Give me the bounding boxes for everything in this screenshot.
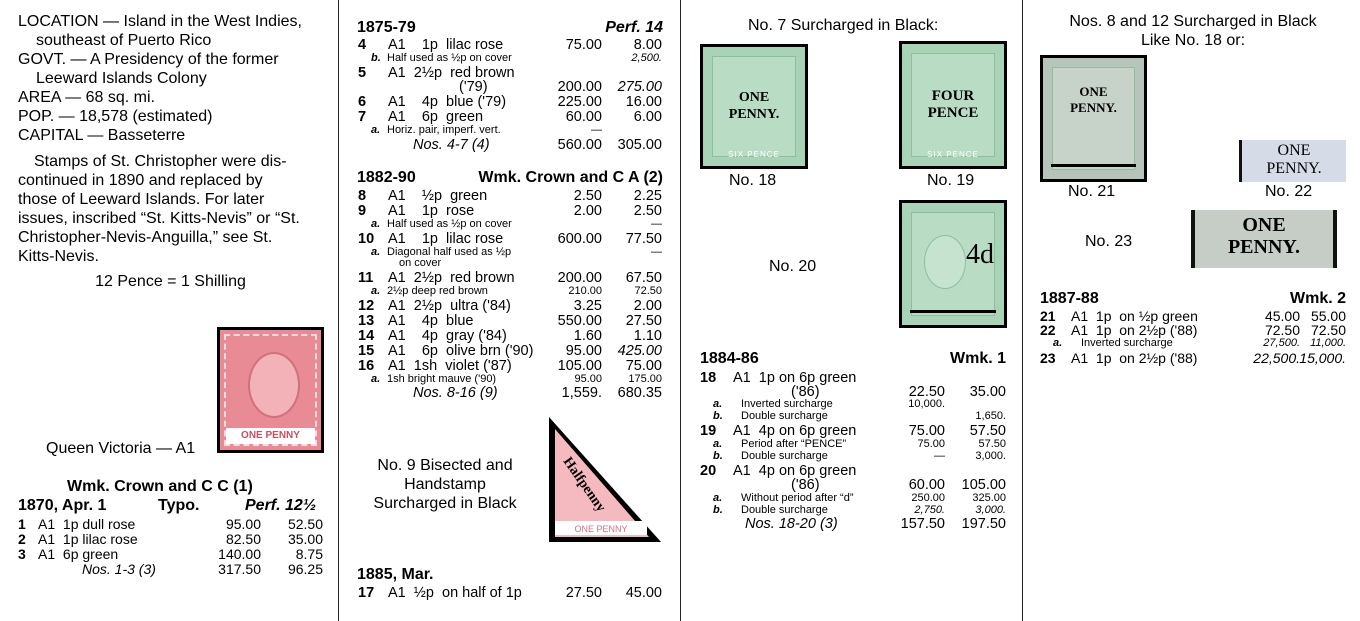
unused-value: 22,500. xyxy=(1253,350,1300,366)
catalog-number: 6 xyxy=(358,94,367,110)
stamp-no-21-image xyxy=(1040,55,1147,182)
unused-value: 250.00 xyxy=(911,492,945,504)
stamp-no-22-image xyxy=(1239,140,1346,182)
section-watermark: Wmk. 2 xyxy=(1289,290,1346,307)
paragraph-line: Stamps of St. Christopher were dis- xyxy=(34,153,287,170)
unused-value: 45.00 xyxy=(1264,308,1300,324)
catalog-description: A1 2½p red brown xyxy=(388,65,515,81)
stamp-no-19-image xyxy=(899,41,1007,169)
title-line: Nos. 8 and 12 Surcharged in Black xyxy=(1069,13,1317,30)
variety-row xyxy=(339,286,680,297)
variety-row xyxy=(681,399,1022,410)
capital-line: CAPITAL — Basseterre xyxy=(18,127,186,144)
used-value: 52.50 xyxy=(287,516,323,532)
title-line: Like No. 18 or: xyxy=(1140,32,1246,49)
catalog-row xyxy=(339,299,680,314)
catalog-number: 5 xyxy=(358,65,367,81)
used-value: 72.50 xyxy=(634,285,662,297)
catalog-number: 8 xyxy=(358,188,367,204)
catalog-number: 21 xyxy=(1040,308,1056,324)
variety-row xyxy=(681,493,1022,504)
unused-value: 60.00 xyxy=(908,477,945,493)
variety-description: Horiz. pair, imperf. vert. xyxy=(387,124,501,136)
stamp-no-18-image xyxy=(700,44,808,169)
variety-letter: b. xyxy=(713,410,723,422)
unused-value: 200.00 xyxy=(557,270,602,286)
catalog-description: A1 4p blue xyxy=(388,313,474,329)
catalog-number: 11 xyxy=(358,270,374,286)
bisect-overprint: Halfpenny xyxy=(559,454,609,515)
caption-line: Handstamp xyxy=(404,476,486,493)
surcharge-text: FOUR xyxy=(931,88,975,104)
catalog-description: A1 1p on ½p green xyxy=(1071,308,1198,324)
catalog-description: A1 1p lilac rose xyxy=(388,37,504,53)
used-value: 55.00 xyxy=(1310,308,1346,324)
unused-value: 75.00 xyxy=(565,37,602,53)
variety-letter: a. xyxy=(1053,337,1063,349)
used-value: 11,000. xyxy=(1310,337,1346,349)
variety-description: Inverted surcharge xyxy=(741,398,833,410)
section-year: 1882-90 xyxy=(357,169,416,186)
catalog-description: A1 1p on 2½p ('88) xyxy=(1071,322,1198,338)
unused-value: 550.00 xyxy=(557,313,602,329)
catalog-number: 13 xyxy=(358,313,375,329)
stamp-label: ONE PENNY xyxy=(226,428,315,444)
variety-letter: a. xyxy=(713,492,723,504)
variety-row xyxy=(681,505,1022,516)
watermark-heading: Wmk. Crown and C C (1) xyxy=(67,478,253,495)
catalog-description: A1 2½p ultra ('84) xyxy=(388,298,511,314)
govt-line: GOVT. — A Presidency of the former xyxy=(18,51,279,68)
used-value: 2,500. xyxy=(631,52,662,64)
catalog-number: 14 xyxy=(358,328,375,344)
used-value: 1,650. xyxy=(975,410,1006,422)
catalog-description: A1 1sh violet ('87) xyxy=(388,358,512,374)
surcharge-text: ONE xyxy=(1079,84,1108,99)
surcharge-text: PENNY. xyxy=(1227,236,1301,258)
used-value: 57.50 xyxy=(969,423,1006,439)
unused-value: 95.00 xyxy=(574,373,602,385)
variety-letter: a. xyxy=(713,438,723,450)
catalog-number: 7 xyxy=(358,109,367,125)
unused-value: — xyxy=(591,124,602,136)
used-value: 75.00 xyxy=(625,358,662,374)
variety-description: Double surcharge xyxy=(741,504,828,516)
section-year: 1884-86 xyxy=(700,350,759,367)
catalog-number: 15 xyxy=(358,343,375,359)
total-label: Nos. 4-7 (4) xyxy=(413,137,490,153)
unused-value: — xyxy=(934,450,945,462)
unused-value: 75.00 xyxy=(917,438,945,450)
column-4 xyxy=(1023,0,1360,621)
catalog-row xyxy=(0,547,338,562)
used-value: 325.00 xyxy=(972,492,1006,504)
used-value: — xyxy=(651,218,662,230)
unused-value: 225.00 xyxy=(557,94,602,110)
bisect-caption xyxy=(361,456,529,513)
unused-value: 95.00 xyxy=(225,516,261,532)
bisected-stamp-image xyxy=(545,413,665,546)
unused-value: 22.50 xyxy=(908,384,945,400)
variety-letter: a. xyxy=(371,246,381,258)
used-value: — xyxy=(651,246,662,258)
section-date: 1885, Mar. xyxy=(357,566,434,583)
issue-method: Typo. xyxy=(158,497,200,514)
unused-value: 2,750. xyxy=(914,504,945,516)
used-value: 77.50 xyxy=(625,231,662,247)
stamp-caption: Queen Victoria — A1 xyxy=(46,440,196,457)
unused-value: 75.00 xyxy=(908,423,945,439)
unused-value: 140.00 xyxy=(218,546,261,562)
unused-value: 10,000. xyxy=(908,398,945,410)
surcharge-text: ONE xyxy=(1242,214,1286,236)
used-value: 680.35 xyxy=(617,385,662,401)
govt-line: Leeward Islands Colony xyxy=(36,70,207,87)
surcharge-text: PENNY. xyxy=(1070,100,1117,115)
stamp-no-20-image xyxy=(899,200,1007,328)
used-value: 27.50 xyxy=(625,313,662,329)
currency-note: 12 Pence = 1 Shilling xyxy=(95,273,246,290)
unused-value: 27,500. xyxy=(1263,337,1300,349)
stamp-caption: No. 19 xyxy=(927,172,975,189)
used-value: 35.00 xyxy=(969,384,1006,400)
variety-row xyxy=(339,125,680,136)
unused-value: 200.00 xyxy=(557,79,602,95)
unused-value: 2.00 xyxy=(573,203,602,219)
surcharge-text: PENCE xyxy=(927,105,979,121)
surcharge-text: 4d xyxy=(966,239,994,270)
catalog-number: 17 xyxy=(358,585,375,601)
used-value: 45.00 xyxy=(625,585,662,601)
unused-value: 60.00 xyxy=(565,109,602,125)
used-value: 8.75 xyxy=(295,546,323,562)
variety-row xyxy=(681,439,1022,450)
total-label: Nos. 8-16 (9) xyxy=(413,385,498,401)
paragraph-line: Christopher-Nevis-Anguilla,” see St. xyxy=(18,229,273,246)
issue-date: 1870, Apr. 1 xyxy=(18,497,107,514)
variety-row xyxy=(681,411,1022,422)
variety-letter: b. xyxy=(371,52,381,64)
unused-value: 157.50 xyxy=(900,516,945,532)
unused-value: 72.50 xyxy=(1264,322,1300,338)
variety-letter: a. xyxy=(371,124,381,136)
variety-letter: a. xyxy=(371,285,381,297)
catalog-description: A1 1p lilac rose xyxy=(38,531,138,547)
caption-line: No. 9 Bisected and xyxy=(377,457,513,474)
area-line: AREA — 68 sq. mi. xyxy=(18,89,155,106)
catalog-number: 16 xyxy=(358,358,375,374)
paragraph-line: Kitts-Nevis. xyxy=(18,248,99,265)
used-value: 57.50 xyxy=(978,438,1006,450)
used-value: 3,000. xyxy=(975,450,1006,462)
catalog-description: A1 4p gray ('84) xyxy=(388,328,507,344)
catalog-number: 10 xyxy=(358,231,375,247)
unused-value: 210.00 xyxy=(568,285,602,297)
catalog-number: 9 xyxy=(358,203,367,219)
column-3 xyxy=(681,0,1022,621)
variety-row xyxy=(339,219,680,230)
variety-description: Inverted surcharge xyxy=(1081,337,1173,349)
unused-value: 95.00 xyxy=(565,343,602,359)
surcharge-text: ONE xyxy=(738,90,770,105)
catalog-number: 23 xyxy=(1040,350,1056,366)
used-value: 1.10 xyxy=(633,328,662,344)
variety-letter: b. xyxy=(713,450,723,462)
variety-row xyxy=(681,451,1022,462)
catalog-number: 18 xyxy=(700,370,717,386)
unused-value: 560.00 xyxy=(557,137,602,153)
catalog-number: 3 xyxy=(18,546,26,562)
used-value: 2.50 xyxy=(633,203,662,219)
issue-perf: Perf. 12½ xyxy=(245,497,317,514)
catalog-number: 1 xyxy=(18,516,26,532)
stamp-caption: No. 21 xyxy=(1068,183,1116,200)
section-title: No. 7 Surcharged in Black: xyxy=(748,17,939,34)
used-value: 275.00 xyxy=(617,79,662,95)
catalog-number: 19 xyxy=(700,423,717,439)
column-2 xyxy=(339,0,680,621)
stamp-label: SIX PENCE xyxy=(728,150,780,159)
catalog-description: A1 4p on 6p green xyxy=(733,423,857,439)
catalog-row xyxy=(339,204,680,219)
stamp-caption: No. 22 xyxy=(1265,183,1313,200)
unused-value: 2.50 xyxy=(573,188,602,204)
variety-description-cont: on cover xyxy=(399,257,442,269)
catalog-description: A1 4p blue ('79) xyxy=(388,94,507,110)
catalog-description: A1 2½p red brown xyxy=(388,270,515,286)
variety-description: Without period after “d” xyxy=(741,492,854,504)
history-paragraph xyxy=(18,152,323,266)
stamp-caption: No. 23 xyxy=(1085,233,1133,250)
section-watermark: Wmk. 1 xyxy=(949,350,1006,367)
variety-description: Period after “PENCE” xyxy=(741,438,847,450)
catalog-number: 12 xyxy=(358,298,375,314)
variety-description: 1sh bright mauve ('90) xyxy=(387,373,497,385)
used-value: 15,000. xyxy=(1299,350,1346,366)
used-value: 197.50 xyxy=(961,516,1006,532)
column-1 xyxy=(0,0,338,621)
variety-description: Diagonal half used as ½p xyxy=(387,246,512,258)
unused-value: 317.50 xyxy=(218,561,261,577)
catalog-description: A1 6p green xyxy=(388,109,484,125)
used-value: 35.00 xyxy=(287,531,323,547)
catalog-row xyxy=(1023,323,1360,338)
bisect-label: ONE PENNY xyxy=(574,524,628,534)
catalog-number: 4 xyxy=(358,37,367,53)
variety-description: Double surcharge xyxy=(741,410,828,422)
section-perf: Perf. 14 xyxy=(605,19,663,36)
catalog-description-cont: ('86) xyxy=(791,477,820,493)
population-line: POP. — 18,578 (estimated) xyxy=(18,108,213,125)
surcharge-text: ONE xyxy=(1277,142,1311,159)
catalog-description: A1 1p rose xyxy=(388,203,475,219)
catalog-row xyxy=(339,329,680,344)
paragraph-line: continued in 1890 and replaced by xyxy=(18,172,263,189)
catalog-number: 22 xyxy=(1040,322,1056,338)
used-value: 67.50 xyxy=(625,270,662,286)
caption-line: Surcharged in Black xyxy=(373,495,517,512)
section-year: 1887-88 xyxy=(1040,290,1099,307)
unused-value: 1.60 xyxy=(573,328,602,344)
catalog-number: 2 xyxy=(18,531,26,547)
variety-letter: a. xyxy=(713,398,723,410)
unused-value: 600.00 xyxy=(557,231,602,247)
variety-description: 2½p deep red brown xyxy=(387,285,488,297)
used-value: 6.00 xyxy=(633,109,662,125)
catalog-description: A1 1p dull rose xyxy=(38,516,136,532)
surcharge-text: PENNY. xyxy=(1266,160,1322,177)
catalog-description: A1 6p green xyxy=(38,546,119,562)
variety-description: Half used as ½p on cover xyxy=(387,218,512,230)
country-info xyxy=(18,12,323,291)
used-value: 305.00 xyxy=(617,137,662,153)
stamp-no-23-image xyxy=(1191,210,1337,268)
used-value: 72.50 xyxy=(1310,322,1346,338)
variety-letter: a. xyxy=(371,218,381,230)
variety-letter: a. xyxy=(371,373,381,385)
used-value: 3,000. xyxy=(975,504,1006,516)
variety-letter: b. xyxy=(713,504,723,516)
queen-victoria-stamp-image xyxy=(217,327,324,453)
catalog-number: 20 xyxy=(700,463,717,479)
used-value: 175.00 xyxy=(628,373,662,385)
location-line: southeast of Puerto Rico xyxy=(36,32,212,49)
used-value: 425.00 xyxy=(617,343,662,359)
stamp-label: SIX PENCE xyxy=(927,150,979,159)
catalog-row xyxy=(339,38,680,53)
catalog-description-cont: ('86) xyxy=(791,384,820,400)
used-value: 2.25 xyxy=(633,188,662,204)
catalog-description: A1 1p on 2½p ('88) xyxy=(1071,350,1198,366)
section-title xyxy=(1035,12,1351,50)
variety-row xyxy=(339,53,680,64)
location-line: LOCATION — Island in the West Indies, xyxy=(18,13,302,30)
unused-value: 1,559. xyxy=(561,385,602,401)
paragraph-line: issues, inscribed “St. Kitts-Nevis” or “St. xyxy=(18,210,300,227)
section-year: 1875-79 xyxy=(357,19,416,36)
variety-row xyxy=(339,247,680,258)
paragraph-line: those of Leeward Islands. For later xyxy=(18,191,265,208)
catalog-description: A1 ½p green xyxy=(388,188,488,204)
stamp-caption: No. 20 xyxy=(769,258,817,275)
used-value: 16.00 xyxy=(625,94,662,110)
variety-description: Half used as ½p on cover xyxy=(387,52,512,64)
used-value: 8.00 xyxy=(633,37,662,53)
catalog-description: A1 1p lilac rose xyxy=(388,231,504,247)
catalog-description: A1 4p on 6p green xyxy=(733,463,857,479)
catalog-description: A1 ½p on half of 1p xyxy=(388,585,522,601)
total-label: Nos. 18-20 (3) xyxy=(745,516,838,532)
unused-value: 105.00 xyxy=(557,358,602,374)
used-value: 2.00 xyxy=(633,298,662,314)
catalog-description-cont: ('79) xyxy=(459,79,488,95)
used-value: 96.25 xyxy=(287,561,323,577)
section-watermark: Wmk. Crown and C A (2) xyxy=(478,169,663,186)
unused-value: 3.25 xyxy=(573,298,602,314)
unused-value: 82.50 xyxy=(225,531,261,547)
variety-description: Double surcharge xyxy=(741,450,828,462)
stamp-caption: No. 18 xyxy=(729,172,777,189)
catalog-description: A1 6p olive brn ('90) xyxy=(388,343,534,359)
catalog-row xyxy=(339,110,680,125)
total-label: Nos. 1-3 (3) xyxy=(82,561,156,577)
catalog-row xyxy=(339,189,680,204)
catalog-description: A1 1p on 6p green xyxy=(733,370,857,386)
unused-value: 27.50 xyxy=(565,585,602,601)
surcharge-text: PENNY. xyxy=(728,107,780,122)
used-value: 105.00 xyxy=(961,477,1006,493)
